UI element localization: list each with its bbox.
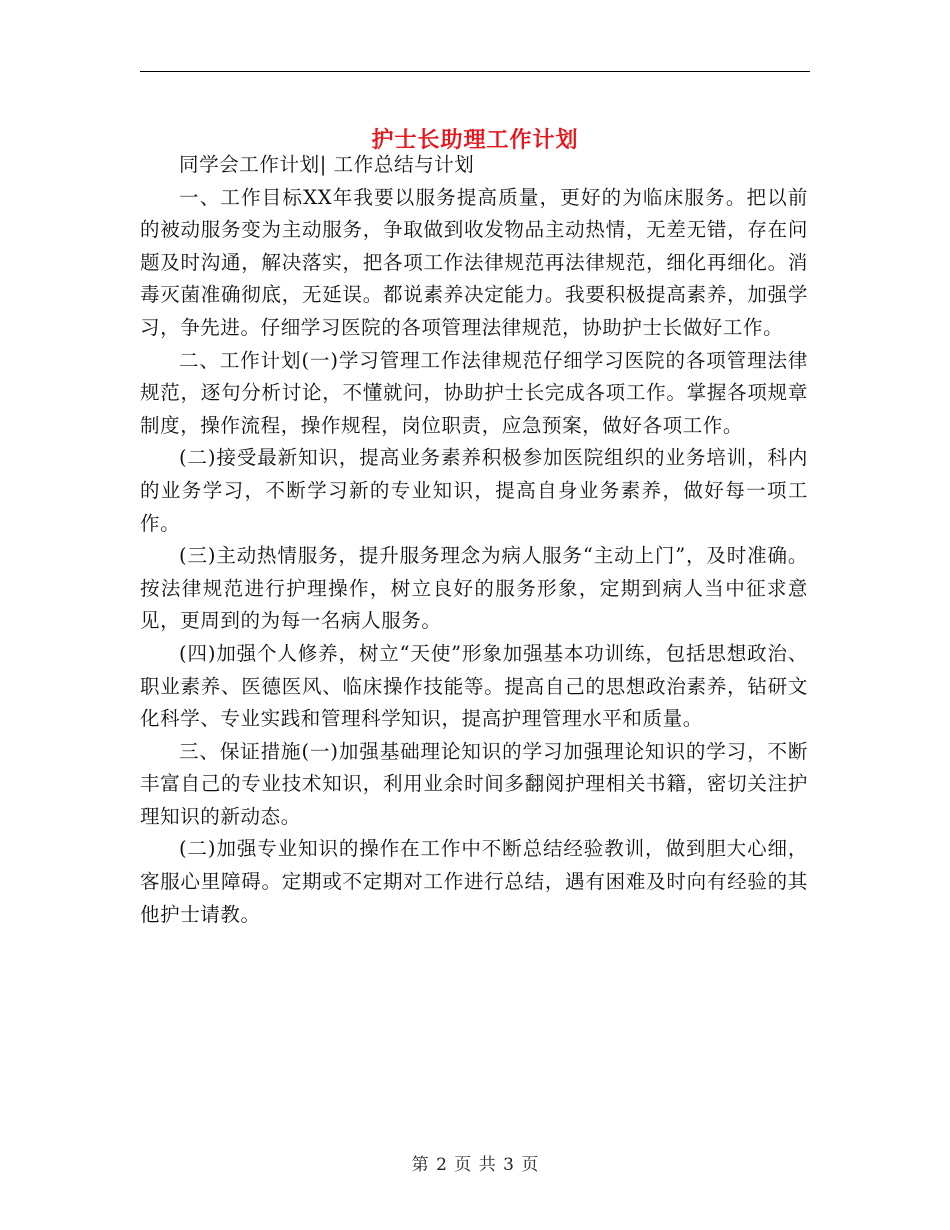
paragraph-plan-2: (二)接受最新知识，提高业务素养积极参加医院组织的业务培训，科内的业务学习，不断学习新的专业知识，提高自身业务素养，做好每一项工作。	[140, 446, 808, 535]
paragraph-measures-2: (二)加强专业知识的操作在工作中不断总结经验教训，做到胆大心细，客服心里障碍。定期或不定期对工作进行总结，遇有困难及时向有经验的其他护士请教。	[140, 837, 808, 926]
paragraph-plan-3: (三)主动热情服务，提升服务理念为病人服务“主动上门”，及时准确。按法律规范进行护理操作，树立良好的服务形象，定期到病人当中征求意见，更周到的为每一名病人服务。	[140, 544, 808, 633]
paragraph-goals: 一、工作目标XX年我要以服务提高质量，更好的为临床服务。把以前的被动服务变为主动服务，争取做到收发物品主动热情，无差无错，存在问题及时沟通，解决落实，把各项工作法律规范再法律规范，细化再细化。消毒灭菌准确彻底，无延误。都说素养决定能力。我要积极提高素养，加强学习，争先进。仔细学习医院的各项管理法律规范，协助护士长做好工作。	[140, 185, 808, 339]
paragraph-measures: 三、保证措施(一)加强基础理论知识的学习加强理论知识的学习，不断丰富自己的专业技术知识，利用业余时间多翻阅护理相关书籍，密切关注护理知识的新动态。	[140, 739, 808, 828]
paragraph-plan: 二、工作计划(一)学习管理工作法律规范仔细学习医院的各项管理法律规范，逐句分析讨论，不懂就问，协助护士长完成各项工作。掌握各项规章制度，操作流程，操作规程，岗位职责，应急预案，做好各项工作。	[140, 348, 808, 437]
page-number: 第 2 页 共 3 页	[411, 1155, 539, 1175]
header-rule	[140, 71, 810, 72]
paragraph-plan-4: (四)加强个人修养，树立“天使”形象加强基本功训练，包括思想政治、职业素养、医德医风、临床操作技能等。提高自己的思想政治素养，钻研文化科学、专业实践和管理科学知识，提高护理管理水平和质量。	[140, 641, 808, 731]
document-title: 护士长助理工作计划	[371, 126, 579, 153]
subtitle-line: 同学会工作计划| 工作总结与计划	[179, 153, 475, 176]
document-body	[140, 149, 808, 931]
